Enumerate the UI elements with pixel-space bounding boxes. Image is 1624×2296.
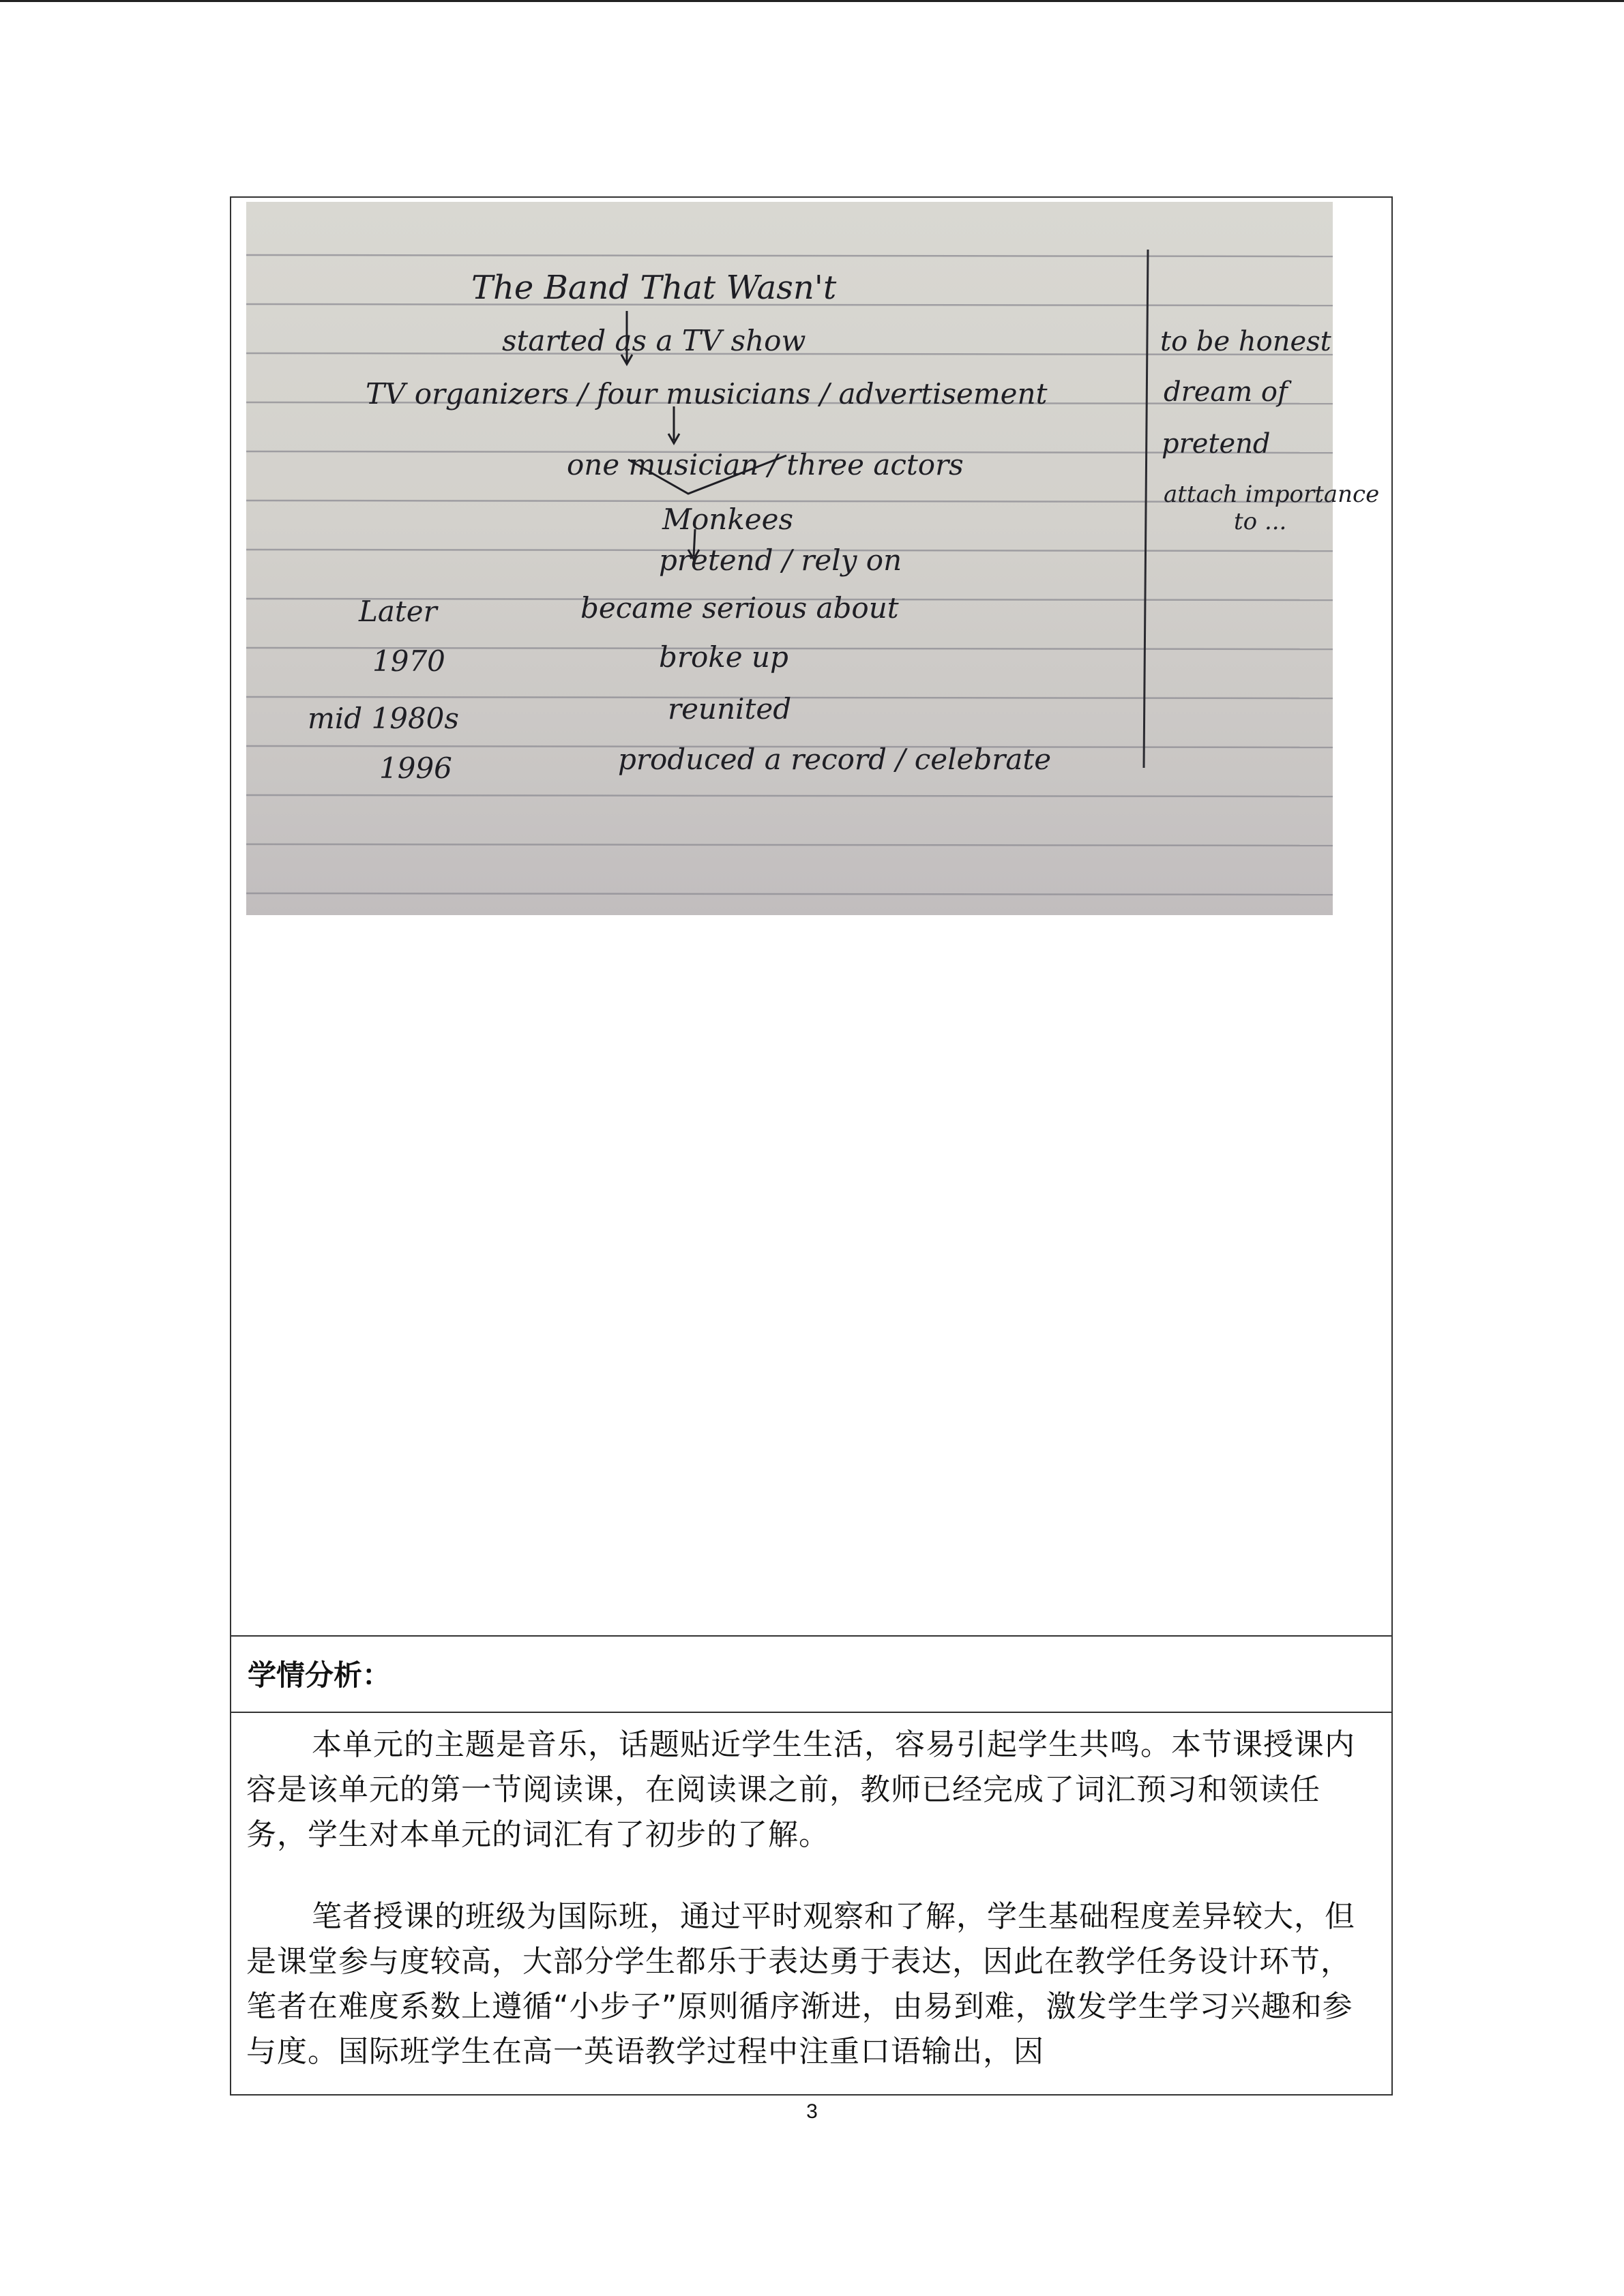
photo-title: The Band That Wasn't	[471, 269, 837, 307]
side-note-4: attach importance	[1164, 481, 1380, 508]
photo-line-3: one musician / three actors	[567, 448, 964, 481]
paragraph-1: 本单元的主题是音乐，话题贴近学生生活，容易引起学生共鸣。本节课授课内容是该单元的第一节阅读课，在阅读课之前，教师已经完成了词汇预习和领读任务，学生对本单元的词汇有了初步的了解。	[246, 1727, 1355, 1852]
photo-line-2: TV organizers / four musicians / advertisement	[366, 377, 1048, 411]
timeline-event-4: produced a record / celebrate	[618, 743, 1052, 776]
timeline-event-3: reunited	[668, 692, 792, 726]
notebook-photo	[246, 202, 1380, 915]
side-note-2: dream of	[1164, 376, 1288, 408]
timeline-time-3: mid 1980s	[308, 702, 459, 735]
side-note-1: to be honest	[1160, 326, 1331, 357]
lesson-plan-table	[230, 196, 1393, 2096]
section-heading-row	[231, 1635, 1391, 1712]
photo-line-5: pretend / rely on	[659, 543, 902, 577]
photo-cell	[231, 198, 1391, 1635]
page-number: 3	[806, 2100, 818, 2123]
top-rule	[0, 0, 1624, 2]
timeline-event-2: broke up	[659, 640, 788, 674]
photo-line-4: Monkees	[662, 503, 794, 536]
notebook-drawing	[246, 202, 1380, 915]
timeline-time-1: Later	[359, 595, 437, 628]
photo-line-1: started as a TV show	[502, 324, 806, 357]
paragraph-2: 笔者授课的班级为国际班，通过平时观察和了解，学生基础程度差异较大，但是课堂参与度较高，大部分学生都乐于表达勇于表达，因此在教学任务设计环节，笔者在难度系数上遵循“小步子”原则循序渐进，由易到难，激发学生学习兴趣和参与度。国际班学生在高一英语教学过程中注重口语输出，因	[246, 1899, 1355, 2069]
section-heading: 学情分析：	[248, 1658, 392, 1692]
timeline-time-2: 1970	[372, 644, 445, 678]
section-body-row	[231, 1712, 1391, 2097]
timeline-time-4: 1996	[379, 751, 452, 785]
timeline-event-1: became serious about	[580, 591, 899, 625]
side-note-5: to ...	[1234, 508, 1287, 535]
side-note-3: pretend	[1162, 428, 1271, 460]
